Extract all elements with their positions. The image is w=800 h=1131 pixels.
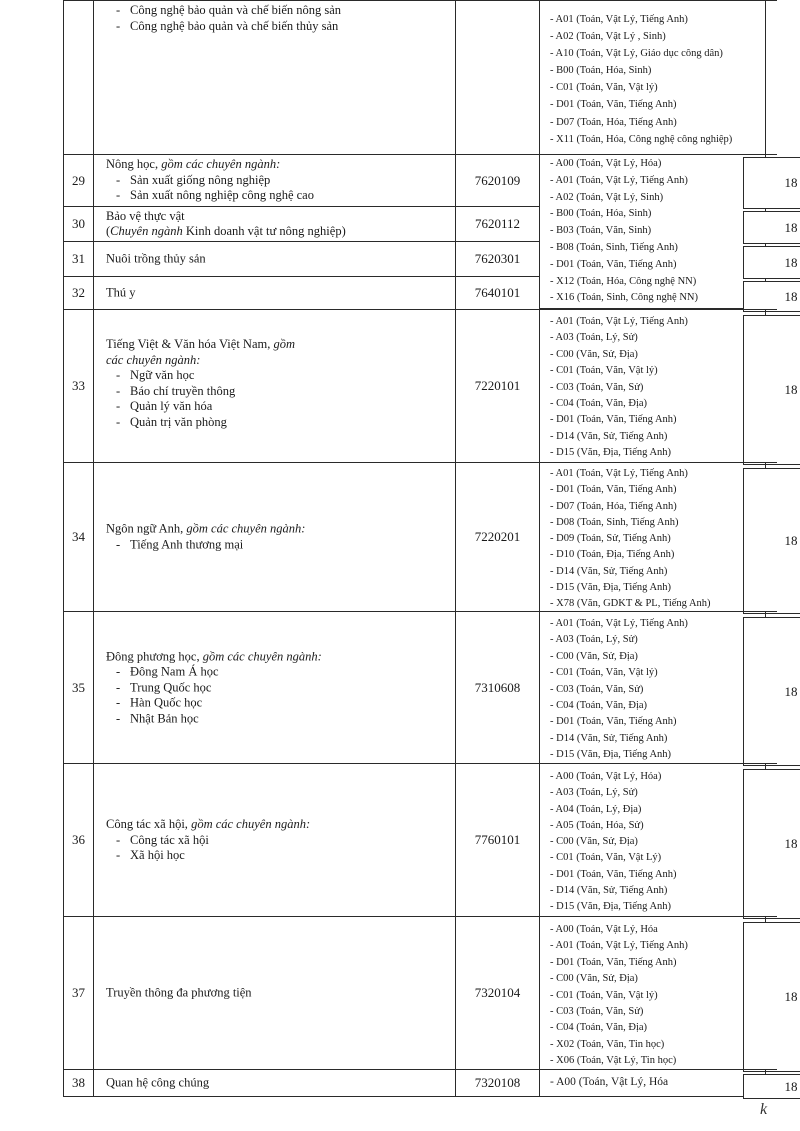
combination-item: - D07 (Toán, Hóa, Tiếng Anh) — [550, 116, 677, 128]
specialization: - Đông Nam Á học — [106, 664, 455, 680]
major-code: 7310608 — [474, 679, 521, 695]
combination-item: - X11 (Toán, Hóa, Công nghệ công nghiệp) — [550, 133, 733, 145]
specialization: - Công nghệ bảo quản và chế biến thủy sản — [106, 19, 341, 35]
row-number: 36 — [72, 832, 85, 847]
combination-item: - C04 (Toán, Văn, Địa) — [550, 700, 648, 712]
major-title: Ngôn ngữ Anh, — [106, 521, 187, 536]
combination-item: - C01 (Toán, Văn, Vật Lý) — [550, 852, 662, 864]
row-number: 37 — [72, 985, 85, 1000]
combination-item: - D14 (Văn, Sử, Tiếng Anh) — [550, 565, 668, 577]
major-title: Công tác xã hội, — [106, 816, 192, 831]
specialization: - Trung Quốc học — [106, 680, 455, 696]
combination-item: - D07 (Toán, Hóa, Tiếng Anh) — [550, 500, 677, 512]
combination-item: - A00 (Toán, Vật Lý, Hóa — [550, 1076, 669, 1088]
major-cell — [93, 916, 456, 1070]
specialization: - Tiếng Anh thương mại — [106, 537, 455, 553]
major-code: 7640101 — [474, 285, 521, 300]
combination-cell — [539, 462, 766, 612]
combination-item: - C01 (Toán, Văn, Vật lý) — [550, 365, 658, 377]
combination-item: - C03 (Toán, Văn, Sử) — [550, 381, 644, 393]
major-code: 7760101 — [474, 832, 521, 847]
table-row — [63, 1069, 777, 1097]
major-code: 7220101 — [474, 378, 521, 393]
major-cell — [93, 611, 456, 764]
combination-item: - A03 (Toán, Lý, Sử) — [550, 787, 638, 799]
combination-cell — [539, 763, 766, 917]
major-subtitle: gồm các chuyên ngành: — [202, 648, 322, 663]
specialization: - Sản xuất nông nghiệp công nghệ cao — [106, 188, 314, 204]
major-title: Bảo vệ thực vật — [106, 209, 185, 223]
combination-item: - X12 (Toán, Hóa, Công nghệ NN) — [550, 275, 697, 287]
major-code: 7320108 — [474, 1075, 521, 1090]
specialization: - Quản lý văn hóa — [106, 399, 305, 415]
specialization: - Sản xuất giống nông nghiệp — [106, 173, 314, 189]
combination-item: - D01 (Toán, Văn, Tiếng Anh) — [550, 99, 677, 111]
score-cell — [743, 1074, 800, 1099]
signature-mark: k — [760, 1101, 768, 1118]
combination-item: - C01 (Toán, Văn, Vật lý) — [550, 667, 658, 679]
combination-item: - A10 (Toán, Vật Lý, Giáo dục công dân) — [550, 48, 723, 60]
table-row — [63, 154, 777, 207]
major-cell — [93, 462, 456, 612]
combination-item: - X16 (Toán, Sinh, Công nghệ NN) — [550, 292, 698, 304]
major-subtitle: gồm các chuyên ngành: — [186, 521, 306, 536]
combination-item: - B08 (Toán, Sinh, Tiếng Anh) — [550, 241, 678, 253]
major-code: 7620301 — [474, 251, 521, 266]
combination-item: - A00 (Toán, Vật Lý, Hóa) — [550, 771, 662, 782]
table-row — [63, 916, 777, 1070]
combination-cell — [539, 1069, 766, 1097]
combination-item: - D10 (Toán, Địa, Tiếng Anh) — [550, 549, 675, 561]
table-row-continued — [63, 0, 777, 155]
major-subtitle: gồm các chuyên ngành: — [161, 157, 281, 171]
major-title: Đông phương học, — [106, 648, 203, 663]
combination-item: - C00 (Văn, Sử, Địa) — [550, 973, 638, 985]
combination-item: - D01 (Toán, Văn, Tiếng Anh) — [550, 716, 677, 728]
combination-item: - C03 (Toán, Văn, Sử) — [550, 683, 644, 695]
specialization: - Quản trị văn phòng — [106, 415, 305, 431]
major-title: Thú y — [106, 285, 136, 300]
specialization: - Công nghệ bảo quản và chế biến nông sản — [106, 3, 341, 19]
row-number: 38 — [72, 1075, 85, 1090]
table-row — [63, 241, 777, 277]
combination-item: - B03 (Toán, Văn, Sinh) — [550, 225, 652, 237]
score-cell — [743, 468, 800, 614]
combination-cell — [539, 611, 766, 764]
combination-item: - D14 (Văn, Sử, Tiếng Anh) — [550, 430, 668, 442]
major-subtitle: gồm các chuyên ngành: — [191, 816, 311, 831]
major-code: 7620109 — [474, 172, 521, 188]
score-value: 18 — [784, 683, 798, 699]
score-cell — [743, 769, 800, 919]
score-value: 18 — [784, 1078, 798, 1094]
table-row — [63, 309, 777, 463]
combination-item: - C04 (Toán, Văn, Địa) — [550, 1022, 648, 1034]
row-number: 30 — [72, 216, 85, 231]
combination-item: - D08 (Toán, Sinh, Tiếng Anh) — [550, 516, 679, 528]
score-value: 18 — [784, 989, 798, 1004]
major-code: 7220201 — [474, 529, 521, 544]
score-cell — [743, 211, 800, 244]
combination-item: - C00 (Văn, Sử, Địa) — [550, 836, 638, 848]
score-cell — [743, 617, 800, 766]
combination-item: - D01 (Toán, Văn, Tiếng Anh) — [550, 414, 677, 426]
combination-item: - D15 (Văn, Địa, Tiếng Anh) — [550, 447, 672, 459]
combination-item: - A01 (Toán, Vật Lý, Tiếng Anh) — [550, 174, 688, 186]
score-value: 18 — [784, 533, 798, 548]
specialization: - Hàn Quốc học — [106, 695, 455, 711]
score-cell — [743, 922, 800, 1072]
combination-cell — [539, 309, 766, 463]
major-cell — [93, 276, 456, 310]
combination-item: - A00 (Toán, Vật Lý, Hóa) — [550, 158, 662, 169]
combination-item: - B00 (Toán, Hóa, Sinh) — [550, 65, 652, 77]
major-cell — [93, 1069, 456, 1097]
major-title: Tiếng Việt & Văn hóa Việt Nam, — [106, 337, 274, 351]
admission-table — [63, 0, 798, 1097]
combination-item: - B00 (Toán, Hóa, Sinh) — [550, 208, 652, 220]
major-title: Nuôi trồng thủy sản — [106, 251, 206, 266]
combination-item: - A01 (Toán, Vật Lý, Tiếng Anh) — [550, 940, 688, 952]
major-title: Nông học, — [106, 157, 162, 171]
combination-item: - A01 (Toán, Vật Lý, Tiếng Anh) — [550, 14, 688, 25]
major-cell — [93, 241, 456, 277]
score-value: 18 — [784, 288, 798, 304]
combination-item: - D14 (Văn, Sử, Tiếng Anh) — [550, 732, 668, 744]
score-cell — [743, 281, 800, 312]
combination-item: - C01 (Toán, Văn, Vật lý) — [550, 82, 658, 94]
combination-item: - A04 (Toán, Lý, Địa) — [550, 803, 642, 815]
row-number: 34 — [72, 529, 85, 544]
score-cell — [743, 315, 800, 465]
combination-item: - D15 (Văn, Địa, Tiếng Anh) — [550, 901, 672, 913]
major-title: Truyền thông đa phương tiện — [106, 985, 252, 1000]
combination-item: - A05 (Toán, Hóa, Sử) — [550, 819, 644, 831]
major-cell — [93, 309, 456, 463]
combination-item: - D14 (Văn, Sử, Tiếng Anh) — [550, 885, 668, 897]
score-cell — [743, 157, 800, 209]
combination-item: - D01 (Toán, Văn, Tiếng Anh) — [550, 258, 677, 270]
combination-item: - A00 (Toán, Vật Lý, Hóa — [550, 924, 658, 935]
combination-item: - A03 (Toán, Lý, Sử) — [550, 634, 638, 646]
major-cell — [93, 154, 456, 207]
specialization: - Báo chí truyền thông — [106, 384, 305, 400]
specialization: - Xã hội học — [106, 848, 455, 864]
score-value: 18 — [784, 175, 798, 190]
major-cell — [93, 0, 456, 155]
combination-item: - A02 (Toán, Vật Lý, Sinh) — [550, 191, 664, 203]
table-row — [63, 763, 777, 917]
table-row — [63, 206, 777, 242]
combination-item: - A01 (Toán, Vật Lý, Tiếng Anh) — [550, 468, 688, 479]
major-subtitle: gồm các chuyên ngành: — [106, 337, 296, 367]
score-value: 18 — [784, 254, 798, 270]
row-number: 32 — [72, 285, 85, 300]
combination-item: - D01 (Toán, Văn, Tiếng Anh) — [550, 868, 677, 880]
combination-item: - X02 (Toán, Văn, Tin học) — [550, 1038, 665, 1050]
score-value: 18 — [784, 219, 798, 235]
combination-item: - A01 (Toán, Vật Lý, Tiếng Anh) — [550, 316, 688, 327]
major-title: Quan hệ công chúng — [106, 1075, 210, 1090]
combination-item: - A02 (Toán, Vật Lý , Sinh) — [550, 31, 666, 43]
row-number: 35 — [72, 679, 85, 695]
specialization: - Công tác xã hội — [106, 832, 455, 848]
specialization: - Nhật Bản học — [106, 711, 455, 727]
combination-item: - X78 (Văn, GDKT & PL, Tiếng Anh) — [550, 598, 711, 610]
score-cell — [743, 246, 800, 279]
row-number: 31 — [72, 251, 85, 266]
major-subtitle: Chuyên ngành — [110, 224, 183, 238]
specialization: - Ngữ văn học — [106, 368, 305, 384]
combination-item: - D01 (Toán, Văn, Tiếng Anh) — [550, 484, 677, 496]
combination-item: - A03 (Toán, Lý, Sử) — [550, 332, 638, 344]
combination-item: - C00 (Văn, Sử, Địa) — [550, 348, 638, 360]
row-number: 33 — [72, 378, 85, 393]
table-row — [63, 276, 777, 310]
score-value: 18 — [784, 836, 798, 851]
combination-item: - D09 (Toán, Sử, Tiếng Anh) — [550, 533, 671, 545]
combination-item: - D15 (Văn, Địa, Tiếng Anh) — [550, 749, 672, 761]
combination-item: - A01 (Toán, Vật Lý, Tiếng Anh) — [550, 618, 688, 629]
table-row — [63, 462, 777, 612]
score-value: 18 — [784, 382, 798, 397]
combination-cell — [539, 0, 766, 155]
major-cell: Bảo vệ thực vật (Chuyên ngành Kinh doanh vật tư nông nghiệp) — [93, 206, 456, 242]
major-code: 7320104 — [474, 985, 521, 1000]
combination-cell — [539, 916, 766, 1070]
combination-item: - D15 (Văn, Địa, Tiếng Anh) — [550, 582, 672, 594]
combination-item: - C03 (Toán, Văn, Sử) — [550, 1006, 644, 1018]
combination-item: - X06 (Toán, Vật Lý, Tin học) — [550, 1055, 677, 1067]
major-code: 7620112 — [474, 216, 521, 231]
combination-item: - C04 (Toán, Văn, Địa) — [550, 398, 648, 410]
combination-item: - C01 (Toán, Văn, Vật lý) — [550, 989, 658, 1001]
combination-item: - C00 (Văn, Sử, Địa) — [550, 650, 638, 662]
major-cell — [93, 763, 456, 917]
combination-item: - D01 (Toán, Văn, Tiếng Anh) — [550, 956, 677, 968]
table-row — [63, 611, 777, 764]
row-number: 29 — [72, 172, 85, 188]
